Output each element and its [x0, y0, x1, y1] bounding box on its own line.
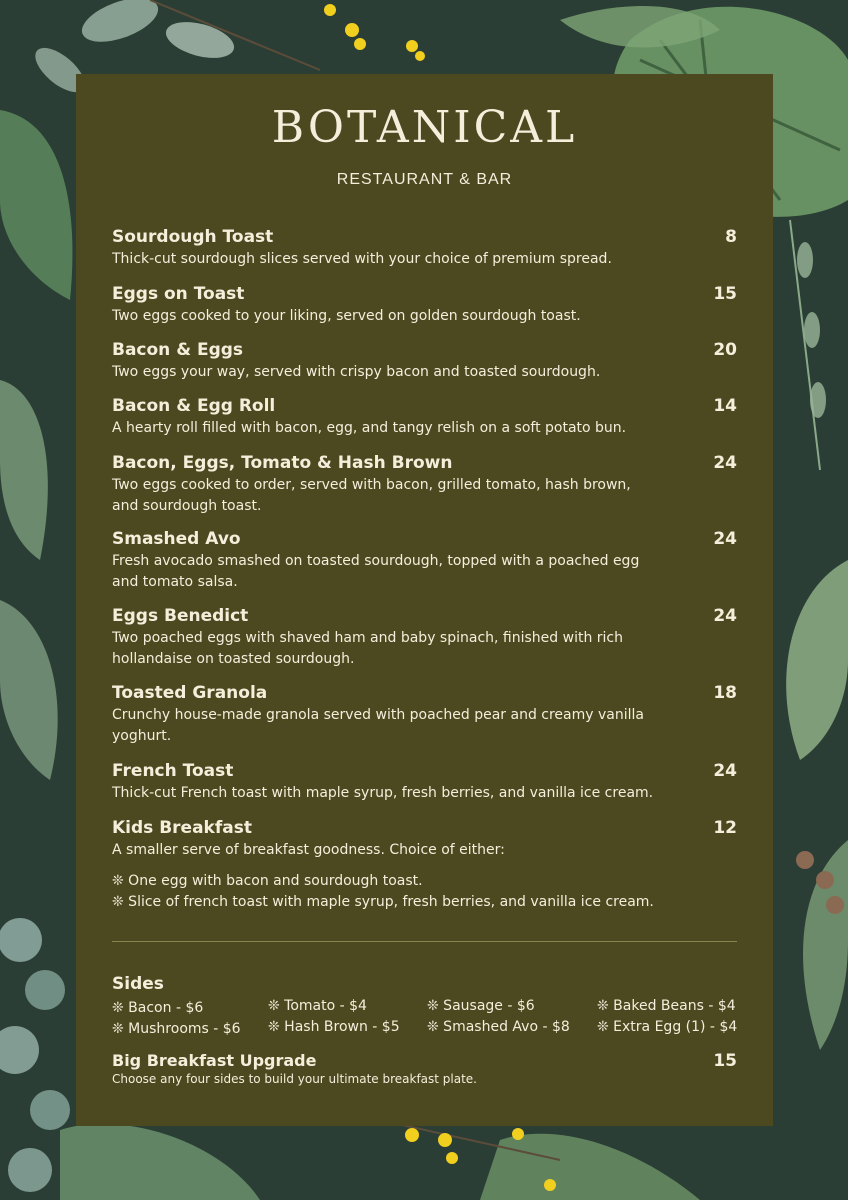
side-item: ❊ Bacon - $6 — [112, 1000, 204, 1016]
item-description: Thick-cut French toast with maple syrup, fresh berries, and vanilla ice cream. — [112, 785, 654, 801]
item-name: Toasted Granola — [112, 683, 268, 703]
menu-item — [112, 283, 737, 327]
upgrade-description: Choose any four sides to build your ultimate breakfast plate. — [112, 1072, 477, 1086]
item-name: Bacon & Eggs — [112, 340, 244, 360]
menu-item — [112, 226, 737, 270]
item-name: Bacon & Egg Roll — [112, 396, 276, 416]
kids-options — [112, 871, 654, 913]
menu-item — [112, 682, 737, 747]
item-description: Two eggs your way, served with crispy bacon and toasted sourdough. — [112, 364, 601, 380]
item-price: 24 — [713, 453, 737, 473]
side-item: ❊ Baked Beans - $4 — [597, 998, 736, 1014]
menu-item — [112, 760, 737, 804]
item-name: Sourdough Toast — [112, 227, 274, 247]
side-item: ❊ Sausage - $6 — [427, 998, 535, 1014]
menu-item — [112, 817, 737, 861]
item-description: Thick-cut sourdough slices served with your choice of premium spread. — [112, 251, 612, 267]
item-price: 12 — [713, 818, 737, 838]
item-description: Two poached eggs with shaved ham and baby spinach, finished with rich hollandaise on toasted sourdough. — [112, 630, 623, 667]
side-item: ❊ Tomato - $4 — [268, 998, 367, 1014]
menu-item — [112, 339, 737, 383]
side-item: ❊ Mushrooms - $6 — [112, 1021, 241, 1037]
side-item: ❊ Hash Brown - $5 — [268, 1019, 400, 1035]
menu-item — [112, 528, 737, 593]
item-price: 20 — [713, 340, 737, 360]
menu-item — [112, 605, 737, 670]
item-price: 14 — [713, 396, 737, 416]
menu-item — [112, 395, 737, 439]
item-name: Eggs on Toast — [112, 284, 245, 304]
side-item: ❊ Extra Egg (1) - $4 — [597, 1019, 738, 1035]
item-name: Bacon, Eggs, Tomato & Hash Brown — [112, 453, 453, 473]
upgrade-price: 15 — [713, 1051, 737, 1071]
item-price: 18 — [713, 683, 737, 703]
kids-option: ❊ One egg with bacon and sourdough toast. — [112, 873, 423, 889]
menu-panel — [76, 74, 773, 1126]
restaurant-subtitle: RESTAURANT & BAR — [336, 171, 513, 188]
divider — [112, 941, 737, 942]
item-name: Kids Breakfast — [112, 818, 252, 838]
item-description: Crunchy house-made granola served with poached pear and creamy vanilla yoghurt. — [112, 707, 644, 744]
kids-option: ❊ Slice of french toast with maple syrup, fresh berries, and vanilla ice cream. — [112, 894, 654, 910]
side-item: ❊ Smashed Avo - $8 — [427, 1019, 570, 1035]
sides-heading: Sides — [112, 974, 164, 994]
menu-item — [112, 452, 737, 517]
item-description: A hearty roll filled with bacon, egg, and tangy relish on a soft potato bun. — [112, 420, 627, 436]
item-price: 24 — [713, 529, 737, 549]
item-price: 24 — [713, 761, 737, 781]
eucalyptus-leaf-icon — [0, 918, 70, 1192]
item-price: 8 — [725, 227, 737, 247]
item-description: Fresh avocado smashed on toasted sourdough, topped with a poached egg and tomato salsa. — [112, 553, 640, 590]
item-price: 24 — [713, 606, 737, 626]
restaurant-name: BOTANICAL — [271, 102, 578, 153]
item-description: Two eggs cooked to order, served with bacon, grilled tomato, hash brown, and sourdough toast. — [112, 477, 631, 514]
upgrade-name: Big Breakfast Upgrade — [112, 1051, 317, 1070]
item-price: 15 — [713, 284, 737, 304]
item-name: French Toast — [112, 761, 234, 781]
item-description: A smaller serve of breakfast goodness. Choice of either: — [112, 842, 505, 858]
item-description: Two eggs cooked to your liking, served on golden sourdough toast. — [112, 308, 581, 324]
item-name: Eggs Benedict — [112, 606, 249, 626]
item-name: Smashed Avo — [112, 529, 241, 549]
